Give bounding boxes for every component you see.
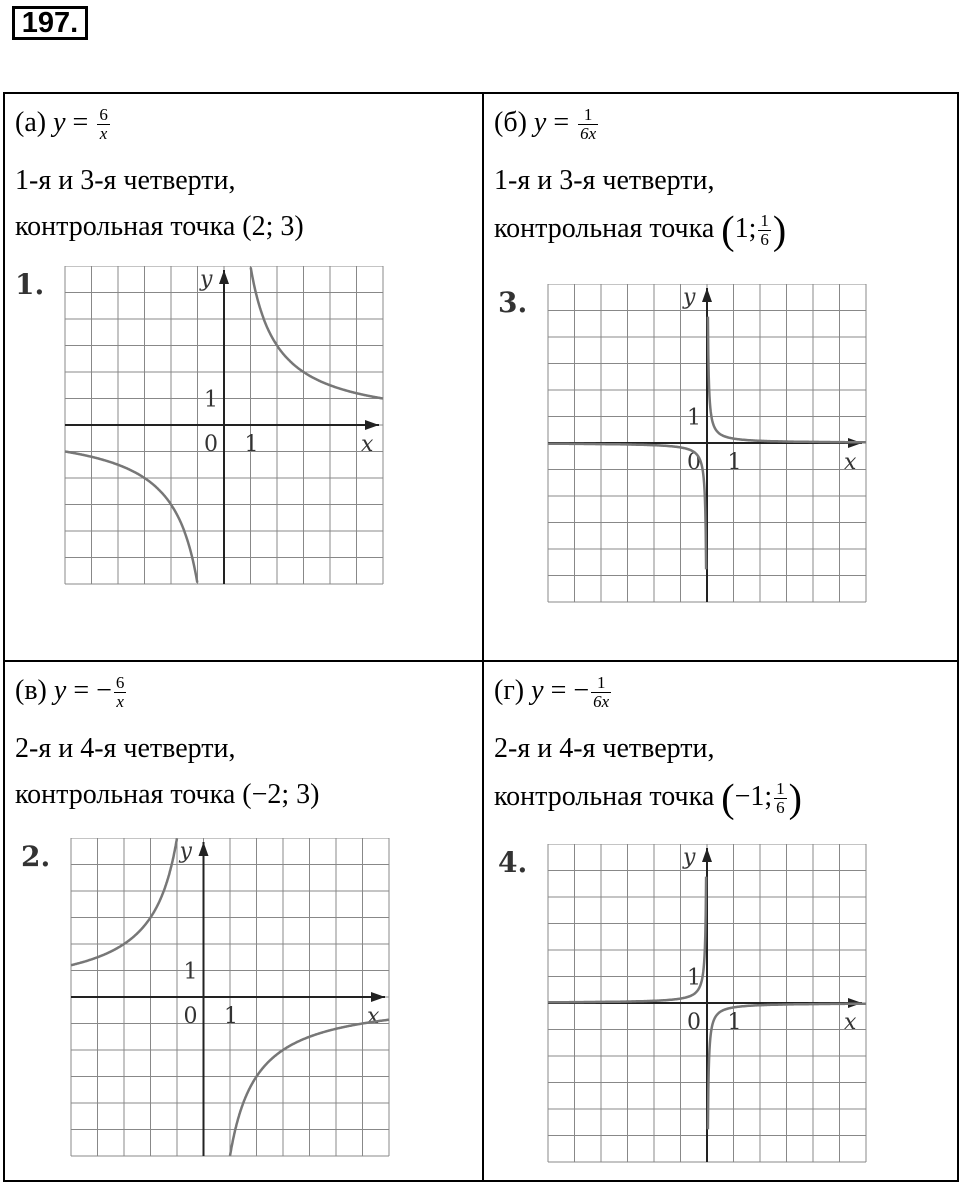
x-tick-label: 1 [727,1010,742,1035]
formula-eq: = [72,106,89,138]
control-point-fraction [758,212,771,249]
y-axis-arrow [199,842,209,856]
formula-lhs: y [53,674,67,706]
origin-label: 0 [204,432,218,457]
y-tick-label: 1 [687,965,701,991]
fraction-numerator: 6 [115,673,125,692]
control-point-label: контрольная точка [494,212,715,244]
solution-table [3,92,959,1182]
hyperbola-graph [496,284,874,612]
close-paren-glyph: ) [788,775,802,821]
control-point-fraction [774,780,787,817]
y-axis-label: y [683,845,696,870]
control-point-value: (−2; 3) [242,779,320,810]
x-axis-arrow [371,992,385,1002]
control-point-value: (2; 3) [242,211,304,242]
x-axis-label: x [844,1010,857,1035]
graph-number: 2. [21,840,51,873]
origin-label: 0 [687,1010,701,1035]
control-point-value: 1; [734,212,757,244]
control-point-label: контрольная точка [15,211,236,242]
formula-fraction [578,106,598,143]
control-point [15,780,319,810]
formula [494,106,600,143]
graph-number: 4. [498,846,528,879]
formula-lhs: y [533,106,547,138]
x-tick-label: 1 [224,1004,238,1029]
fraction-numerator: 6 [99,105,108,124]
formula-fraction [591,674,611,711]
control-point [15,212,304,242]
formula-sign: − [573,674,590,706]
control-point [494,207,787,253]
cell-c [5,662,482,1182]
control-point-label: контрольная точка [15,779,236,810]
formula-prefix: (г) [494,674,525,706]
origin-label: 0 [687,450,701,475]
control-point [494,775,802,821]
fraction-numerator: 1 [578,106,598,125]
formula-prefix: (в) [15,674,47,706]
quadrants-text: 1-я и 3-я четверти, [494,165,715,196]
formula-eq: = [553,106,570,138]
formula-fraction [97,106,110,143]
formula-eq: = [550,674,567,706]
y-axis-label: y [200,267,213,292]
hyperbola-branch-right [251,267,383,398]
y-tick-label: 1 [687,405,701,431]
x-tick-label: 1 [727,450,742,475]
fraction-denominator: 6 [776,798,785,817]
formula-prefix: (а) [15,106,47,138]
x-tick-label: 1 [244,432,259,457]
formula-sign: − [96,674,112,706]
control-point-value: −1; [734,780,773,812]
fraction-denominator: 6x [580,124,597,143]
graph-number: 3. [498,286,528,319]
cell-d [484,662,959,1182]
formula-lhs: y [531,674,544,706]
fraction-denominator: x [99,124,108,143]
y-tick-label: 1 [204,387,218,413]
x-axis-label: x [361,432,374,457]
fraction-denominator: 6 [760,230,769,249]
close-paren-glyph: ) [772,207,787,253]
origin-label: 0 [183,1004,198,1029]
y-axis-arrow [219,270,229,284]
control-point-label: контрольная точка [494,780,715,812]
hyperbola-graph [19,838,397,1166]
formula-prefix: (б) [494,106,527,138]
open-paren-glyph: ( [721,775,735,821]
y-axis-arrow [702,848,712,862]
fraction-denominator: x [116,692,124,711]
hyperbola-graph [13,266,391,594]
cell-a [5,94,482,660]
x-axis-label: x [844,450,857,475]
x-axis-arrow [365,420,379,430]
y-axis-label: y [683,285,696,310]
fraction-denominator: 6x [593,692,610,711]
quadrants-text: 1-я и 3-я четверти, [15,165,236,196]
y-axis-arrow [702,288,712,302]
problem-number: 197. [12,6,88,40]
formula-fraction [114,674,127,711]
fraction-numerator: 1 [760,211,769,230]
formula [15,106,112,143]
cell-b [484,94,959,660]
quadrants-text: 2-я и 4-я четверти, [494,733,715,764]
quadrants-text: 2-я и 4-я четверти, [15,733,236,764]
formula [494,674,613,711]
open-paren-glyph: ( [721,207,735,253]
formula-lhs: y [53,106,66,138]
x-axis-label: x [367,1004,380,1029]
y-axis-label: y [179,839,192,864]
hyperbola-graph [496,844,874,1172]
y-tick-label: 1 [183,959,198,985]
fraction-numerator: 1 [591,674,611,693]
hyperbola-branch-left [65,452,197,583]
formula [15,674,128,711]
graph-number: 1. [15,268,45,301]
formula-eq: = [73,674,90,706]
fraction-numerator: 1 [776,779,785,798]
